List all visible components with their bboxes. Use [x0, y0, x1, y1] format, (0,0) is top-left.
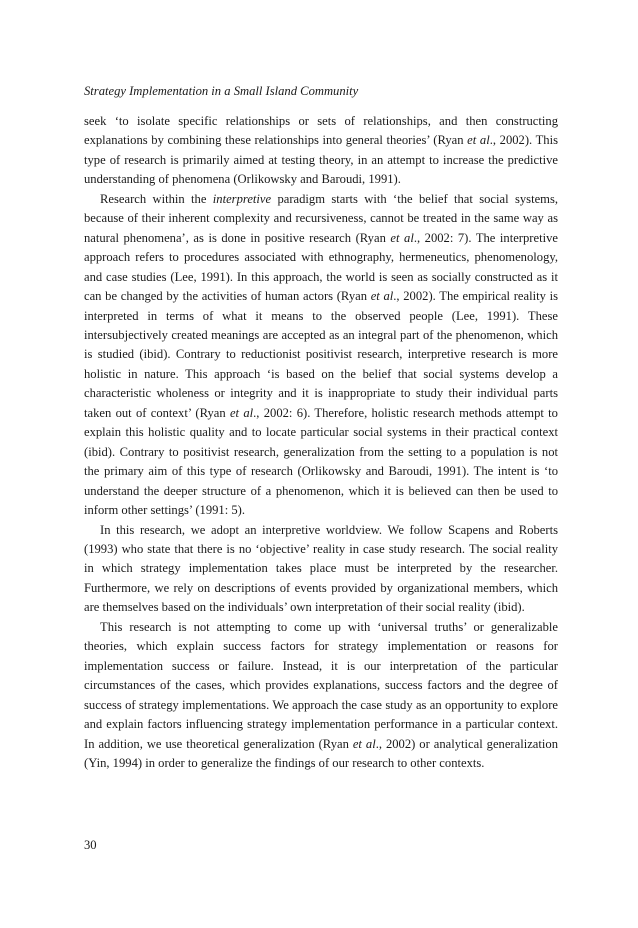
page-body	[84, 82, 558, 773]
paragraph-2: Research within the interpretive paradigm starts with ‘the belief that social systems, because of their inherent complexity and recursiveness, cannot be treated in the same way as natural phenomena’, as is done in positive research (Ryan et al., 2002: 7). The interpretive approach refers to procedures associated with ethnography, hermeneutics, phenomenology, and case studies (Lee, 1991). In this approach, the world is seen as socially constructed as it can be changed by the activities of human actors (Ryan et al., 2002). The empirical reality is interpreted in terms of what it means to the observed people (Lee, 1991). These intersubjectively created meanings are accepted as an integral part of the phenomenon, which is studied (ibid). Contrary to reductionist positivist research, interpretive research is more holistic in nature. This approach ‘is based on the belief that social systems develop a characteristic wholeness or integrity and it is inappropriate to study their individual parts taken out of context’ (Ryan et al., 2002: 6). Therefore, holistic research methods attempt to explain this holistic quality and to locate particular social systems in their practical context (ibid). Contrary to positivist research, generalization from the setting to a population is not the primary aim of this type of research (Orlikowsky and Baroudi, 1991). The intent is ‘to understand the deeper structure of a phenomenon, which it is believed can then be used to inform other settings’ (1991: 5).	[84, 191, 559, 518]
paragraph-1: seek ‘to isolate specific relationships or sets of relationships, and then constructing explanations by combining these relationships into general theories’ (Ryan et al., 2002). This type of research is primarily aimed at testing theory, in an attempt to increase the predictive understanding of phenomena (Orlikowsky and Baroudi, 1991).	[84, 114, 558, 187]
page-number: 30	[84, 838, 97, 852]
paragraph-4: This research is not attempting to come up with ‘universal truths’ or generalizable theories, which explain success factors for strategy implementation or reasons for implementation success or failure. Instead, it is our interpretation of the particular circumstances of the cases, which provides explanations, success factors and the degree of success of strategy implementations. We approach the case study as an opportunity to explore and explain factors influencing strategy implementation performance in a particular context. In addition, we use theoretical generalization (Ryan et al., 2002) or analytical generalization (Yin, 1994) in order to generalize the findings of our research to other contexts.	[84, 619, 558, 770]
paragraph-3: In this research, we adopt an interpretive worldview. We follow Scapens and Roberts (1993) who state that there is no ‘objective’ reality in case study research. The social reality in which strategy implementation takes place must be interpreted by the researcher. Furthermore, we rely on descriptions of events provided by organizational members, which are themselves based on the individuals’ own interpretation of their social reality (ibid).	[84, 522, 558, 615]
running-header: Strategy Implementation in a Small Island Community	[84, 84, 359, 98]
